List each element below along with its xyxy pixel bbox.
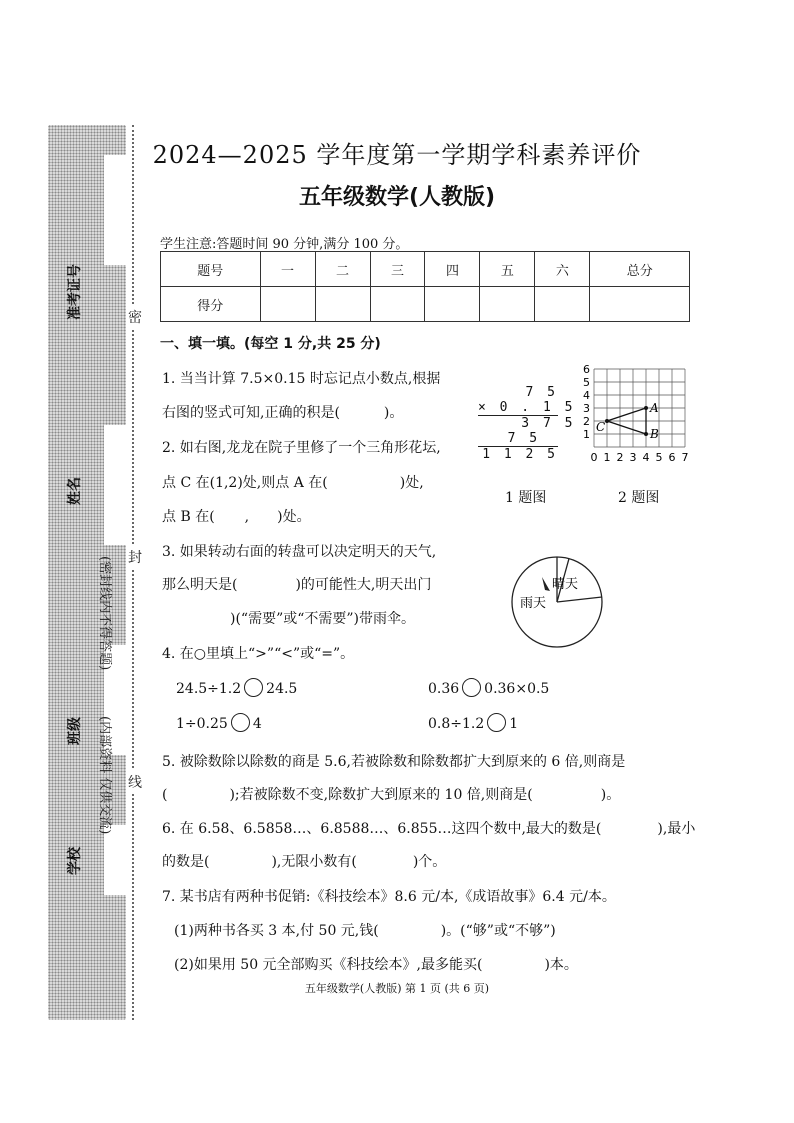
q2-line1: 2. 如右图,龙龙在院子里修了一个三角形花坛, [162, 440, 441, 456]
x-tick-label: 5 [655, 451, 663, 464]
score-header-row [161, 252, 690, 287]
figure2-caption: 2 题图 [618, 490, 660, 506]
internal-note: (内部资料 仅供交流) [97, 716, 112, 835]
q2-line2 [162, 472, 424, 492]
x-tick-label: 1 [603, 451, 611, 464]
seal-char-mi: 密 [128, 305, 142, 329]
q4-2-left: 0.36 [428, 681, 460, 697]
point-label-c: C [596, 420, 606, 434]
q2-text-b: 点 B 在( [162, 509, 215, 525]
q4-item-2 [428, 678, 549, 697]
q5-text-end: )。 [600, 787, 621, 803]
score-header-cell: 三 [370, 252, 425, 287]
point-label-b: B [650, 427, 659, 441]
q6-line1 [162, 818, 695, 838]
q3-text-end: )(“需要”或“不需要”)带雨伞。 [230, 611, 416, 627]
section-title: 一、填一填。(每空 1 分,共 25 分) [160, 336, 381, 352]
x-tick-label: 4 [642, 451, 650, 464]
field-name[interactable] [104, 425, 126, 545]
y-tick-label: 6 [583, 365, 590, 376]
figure1-multiplication [478, 385, 576, 462]
label-name: 姓名 [67, 477, 83, 505]
spinner-label-sunny: 晴天 [552, 577, 579, 592]
score-header-cell: 总分 [590, 252, 690, 287]
q7-part2 [174, 954, 578, 974]
q4-4-left: 0.8÷1.2 [428, 716, 485, 732]
score-header-cell: 题号 [161, 252, 261, 287]
y-tick-label: 4 [583, 389, 590, 402]
q6-text-mid: ),最小 [657, 821, 696, 837]
score-cell[interactable] [370, 287, 425, 322]
y-tick-label: 5 [583, 376, 590, 389]
seal-line [132, 125, 134, 1020]
q1-line2 [162, 402, 403, 422]
q4-item-4 [428, 713, 518, 732]
q6-text-inf: ),无限小数有( [271, 854, 357, 870]
q7-text-2-end: )本。 [544, 957, 578, 973]
score-header-cell: 六 [535, 252, 590, 287]
q4-item-1 [176, 678, 297, 697]
compare-circle[interactable] [231, 713, 250, 732]
y-tick-label: 1 [583, 428, 590, 441]
point-b [644, 432, 648, 436]
compare-circle[interactable] [244, 678, 263, 697]
score-row-label: 得分 [161, 287, 261, 322]
q2-line3 [162, 506, 311, 526]
q3-line3 [162, 608, 415, 628]
weather-spinner [510, 555, 604, 649]
score-cell[interactable] [260, 287, 315, 322]
q2-text-b-end: )处。 [277, 509, 311, 525]
q5-line1: 5. 被除数除以除数的商是 5.6,若被除数和除数都扩大到原来的 6 倍,则商是 [162, 754, 626, 770]
compare-circle[interactable] [462, 678, 481, 697]
q4-3-left: 1÷0.25 [176, 716, 228, 732]
compare-circle[interactable] [487, 713, 506, 732]
q3-text-mid: )的可能性大,明天出门 [295, 577, 432, 593]
q2-comma: , [244, 509, 250, 525]
q2-text: 点 C 在(1,2)处,则点 A 在( [162, 475, 328, 491]
y-tick-label: 2 [583, 415, 590, 428]
q4-2-right: 0.36×0.5 [484, 681, 550, 697]
score-header-cell: 二 [315, 252, 370, 287]
q4-title: 4. 在○里填上“>”“<”或“=”。 [162, 646, 355, 662]
mult-row-product: 1 1 2 5 [482, 447, 558, 462]
score-table [160, 251, 690, 322]
q1-line1: 1. 当当计算 7.5×0.15 时忘记点小数点,根据 [162, 371, 441, 387]
q1-text-end: )。 [383, 405, 404, 421]
seal-char-feng: 封 [128, 545, 142, 569]
spinner-label-rainy: 雨天 [520, 596, 547, 611]
q6-text-min: 的数是( [162, 854, 210, 870]
q5-open: ( [162, 787, 168, 803]
y-tick-label: 3 [583, 402, 590, 415]
score-row [161, 287, 690, 322]
exam-title: 2024—2025 学年度第一学期学科素养评价 [152, 141, 642, 169]
q3-line1: 3. 如果转动右面的转盘可以决定明天的天气, [162, 544, 437, 560]
score-header-cell: 四 [425, 252, 480, 287]
seal-note: (密封线内不得答题) [97, 556, 112, 671]
score-header-cell: 一 [260, 252, 315, 287]
student-notice: 学生注意:答题时间 90 分钟,满分 100 分。 [160, 237, 409, 252]
q2-text-end: )处, [399, 475, 424, 491]
q3-line2 [162, 574, 431, 594]
q7-part1 [174, 920, 556, 940]
x-tick-label: 7 [681, 451, 689, 464]
label-exam-number: 准考证号 [67, 264, 83, 320]
q5-line2 [162, 784, 620, 804]
q1-text: 右图的竖式可知,正确的积是( [162, 405, 340, 421]
mult-row-partial-2: 7 5 [478, 431, 558, 447]
mult-row-multiplicand: 7 5 [482, 385, 558, 400]
seal-char-xian: 线 [128, 770, 142, 794]
x-tick-label: 6 [668, 451, 676, 464]
q7-text-1: (1)两种书各买 3 本,付 50 元,钱( [174, 923, 379, 939]
label-class: 班级 [67, 717, 83, 745]
score-cell[interactable] [590, 287, 690, 322]
q4-3-right: 4 [252, 716, 262, 732]
q4-1-left: 24.5÷1.2 [176, 681, 242, 697]
point-label-a: A [650, 401, 659, 415]
q6-line2 [162, 851, 446, 871]
x-tick-label: 0 [590, 451, 598, 464]
point-a [644, 406, 648, 410]
mult-row-multiplier: × 0 . 1 5 [478, 400, 576, 415]
label-school: 学校 [67, 847, 83, 875]
score-header-cell: 五 [480, 252, 535, 287]
x-tick-label: 2 [616, 451, 624, 464]
score-cell[interactable] [425, 287, 480, 322]
q7-text-1-end: )。(“够”或“不够”) [440, 923, 556, 939]
field-school[interactable] [104, 825, 126, 895]
q4-4-right: 1 [509, 716, 519, 732]
score-cell[interactable] [315, 287, 370, 322]
page-footer: 五年级数学(人教版) 第 1 页 (共 6 页) [304, 982, 490, 995]
score-cell[interactable] [480, 287, 535, 322]
q6-text-end: )个。 [412, 854, 447, 870]
q5-text-mid: );若被除数不变,除数扩大到原来的 10 倍,则商是( [229, 787, 533, 803]
q4-1-right: 24.5 [266, 681, 298, 697]
mult-row-partial-1: 3 7 5 [478, 416, 576, 431]
exam-subtitle: 五年级数学(人教版) [298, 185, 496, 210]
score-cell[interactable] [535, 287, 590, 322]
figure2-coordinate-grid [578, 365, 693, 477]
x-tick-label: 3 [629, 451, 637, 464]
figure1-caption: 1 题图 [505, 490, 547, 506]
q4-item-3 [176, 713, 262, 732]
q3-text: 那么明天是( [162, 577, 238, 593]
q6-text: 6. 在 6.58、6.5858…、6.8588…、6.855…这四个数中,最大的数是( [162, 821, 602, 837]
q7-line1: 7. 某书店有两种书促销:《科技绘本》8.6 元/本,《成语故事》6.4 元/本。 [162, 889, 616, 905]
point-c [605, 419, 609, 423]
q7-text-2: (2)如果用 50 元全部购买《科技绘本》,最多能买( [174, 957, 483, 973]
